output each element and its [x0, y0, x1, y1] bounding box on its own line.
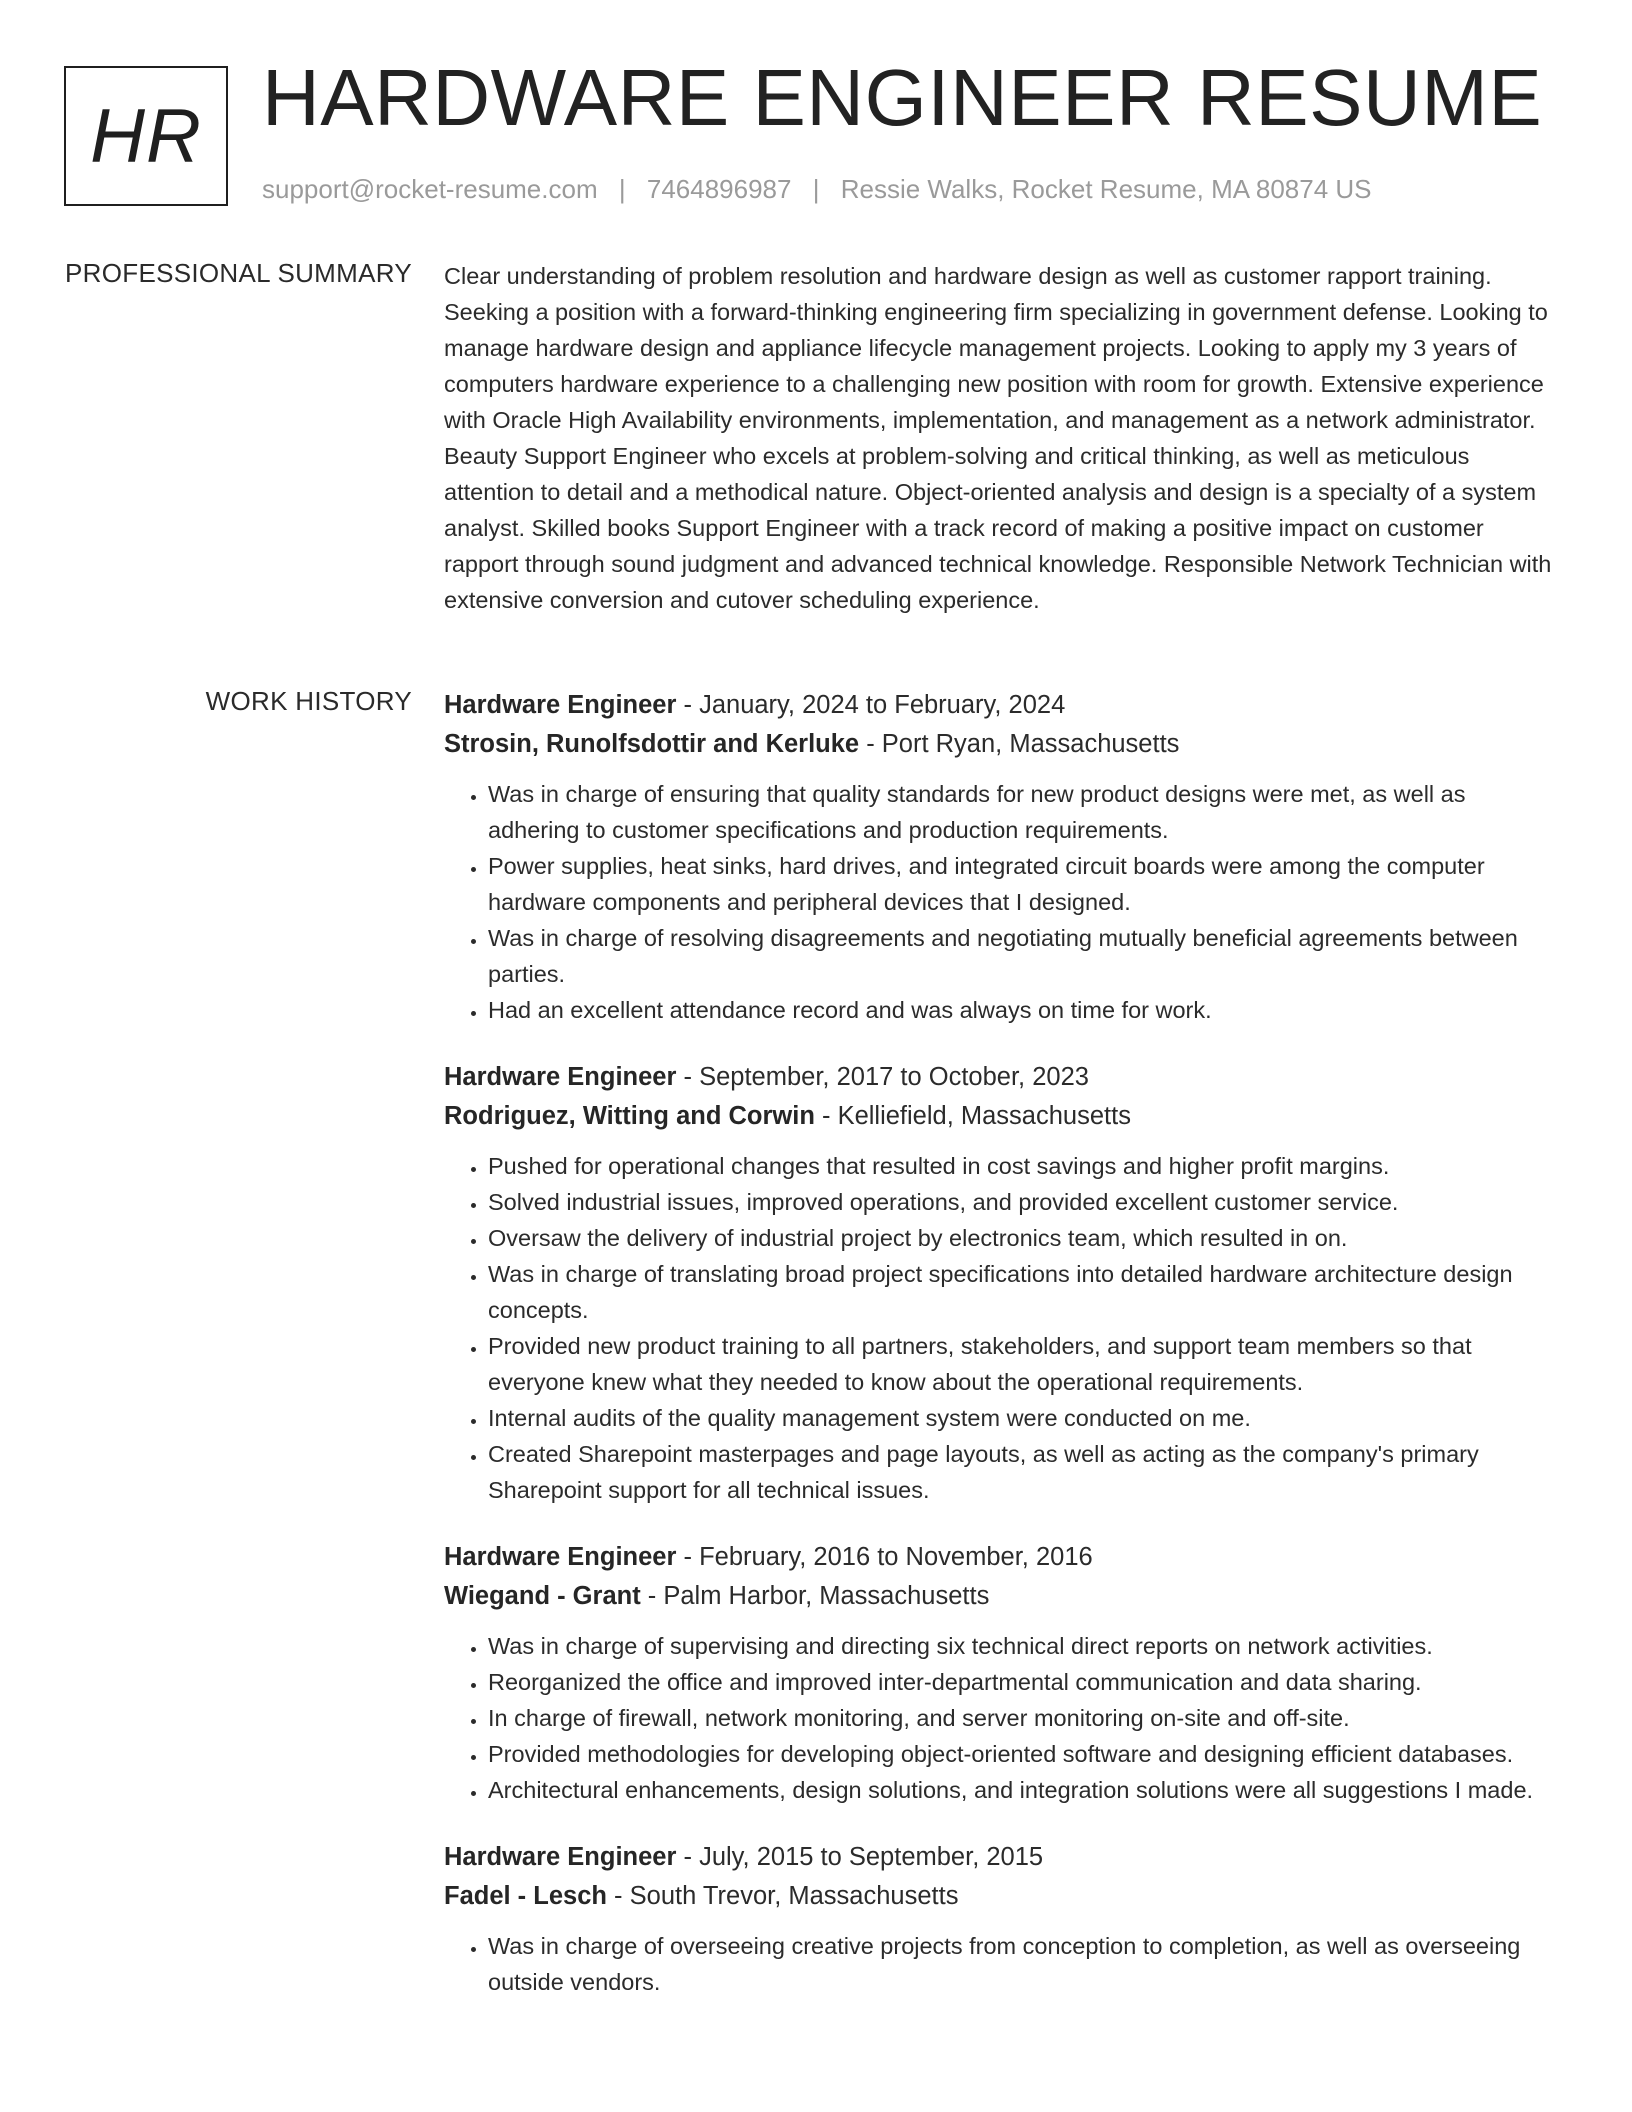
job-dates: - September, 2017 to October, 2023 — [676, 1063, 1089, 1091]
monogram-initials: HR — [90, 93, 202, 179]
job-company-line — [444, 725, 1556, 764]
job-bullets — [444, 1928, 1556, 2000]
job-title-line — [444, 1538, 1556, 1577]
job-entry — [444, 1838, 1556, 2000]
job-dates: - January, 2024 to February, 2024 — [676, 691, 1066, 719]
resume-title: HARDWARE ENGINEER RESUME — [262, 53, 1543, 142]
job-bullet: • Was in charge of resolving disagreements and negotiating mutually beneficial agreements between parties. — [488, 920, 1556, 992]
job-company: Fadel - Lesch — [444, 1882, 607, 1910]
contact-line — [262, 174, 1372, 205]
job-bullet: • Had an excellent attendance record and was always on time for work. — [488, 992, 1556, 1028]
contact-email[interactable]: support@rocket-resume.com — [262, 174, 598, 204]
job-title: Hardware Engineer — [444, 1543, 677, 1571]
job-company: Wiegand - Grant — [444, 1582, 641, 1610]
job-bullet: • Was in charge of translating broad project specifications into detailed hardware architecture design concepts. — [488, 1256, 1556, 1328]
job-bullets — [444, 1628, 1556, 1808]
job-company-line — [444, 1577, 1556, 1616]
contact-address: Ressie Walks, Rocket Resume, MA 80874 US — [840, 174, 1372, 204]
job-company: Strosin, Runolfsdottir and Kerluke — [444, 730, 860, 758]
job-entry — [444, 686, 1556, 1028]
job-bullet: • Reorganized the office and improved inter-departmental communication and data sharing. — [488, 1664, 1556, 1700]
job-dates: - February, 2016 to November, 2016 — [676, 1543, 1093, 1571]
job-title: Hardware Engineer — [444, 1843, 677, 1871]
job-bullets — [444, 1148, 1556, 1508]
contact-separator: | — [812, 174, 820, 204]
job-bullet: • Was in charge of overseeing creative projects from conception to completion, as well as overseeing outside vendors. — [488, 1928, 1556, 2000]
job-entry — [444, 1538, 1556, 1808]
monogram-box — [64, 66, 228, 206]
job-company: Rodriguez, Witting and Corwin — [444, 1102, 815, 1130]
job-title-line — [444, 1838, 1556, 1877]
job-location: - South Trevor, Massachusetts — [606, 1882, 959, 1910]
job-bullet: • Created Sharepoint masterpages and page layouts, as well as acting as the company's primary Sharepoint support for all technical issues. — [488, 1436, 1556, 1508]
job-bullet: • Was in charge of ensuring that quality standards for new product designs were met, as well as adhering to customer specifications and production requirements. — [488, 776, 1556, 848]
work-history-heading: WORK HISTORY — [205, 686, 412, 716]
job-bullet: • Provided new product training to all partners, stakeholders, and support team members so that everyone knew what they needed to know about the operational requirements. — [488, 1328, 1556, 1400]
job-location: - Port Ryan, Massachusetts — [859, 730, 1180, 758]
job-bullet: • Architectural enhancements, design solutions, and integration solutions were all suggestions I made. — [488, 1772, 1556, 1808]
job-bullet: • In charge of firewall, network monitoring, and server monitoring on-site and off-site. — [488, 1700, 1556, 1736]
job-entry — [444, 1058, 1556, 1508]
job-title-line — [444, 686, 1556, 725]
job-bullet: • Provided methodologies for developing object-oriented software and designing efficient databases. — [488, 1736, 1556, 1772]
job-location: - Kelliefield, Massachusetts — [814, 1102, 1131, 1130]
job-dates: - July, 2015 to September, 2015 — [676, 1843, 1044, 1871]
job-bullet: • Solved industrial issues, improved operations, and provided excellent customer service. — [488, 1184, 1556, 1220]
summary-heading: PROFESSIONAL SUMMARY — [65, 258, 412, 288]
job-location: - Palm Harbor, Massachusetts — [640, 1582, 990, 1610]
work-history-body — [444, 686, 1556, 2030]
job-title: Hardware Engineer — [444, 1063, 677, 1091]
job-bullet: • Was in charge of supervising and directing six technical direct reports on network activities. — [488, 1628, 1556, 1664]
contact-phone[interactable]: 7464896987 — [646, 174, 792, 204]
contact-separator: | — [618, 174, 626, 204]
job-title-line — [444, 1058, 1556, 1097]
summary-body — [444, 258, 1556, 618]
job-bullet: • Internal audits of the quality management system were conducted on me. — [488, 1400, 1556, 1436]
job-title: Hardware Engineer — [444, 691, 677, 719]
job-company-line — [444, 1877, 1556, 1916]
job-bullet: • Oversaw the delivery of industrial project by electronics team, which resulted in on. — [488, 1220, 1556, 1256]
job-bullet: • Power supplies, heat sinks, hard drives, and integrated circuit boards were among the computer hardware components and peripheral devices that I designed. — [488, 848, 1556, 920]
job-bullet: • Pushed for operational changes that resulted in cost savings and higher profit margins. — [488, 1148, 1556, 1184]
job-bullets — [444, 776, 1556, 1028]
job-company-line — [444, 1097, 1556, 1136]
summary-text: Clear understanding of problem resolution and hardware design as well as customer rapport training. Seeking a position with a forward-thinking engineering firm specializing in government defense. Looking to manage hardware design and appliance lifecycle management projects. Looking to apply my 3 years of computers hardware experience to a challenging new position with room for growth. Extensive experience with Oracle High Availability environments, implementation, and management as a network administrator. Beauty Support Engineer who excels at problem-solving and critical thinking, as well as meticulous attention to detail and a methodical nature. Object-oriented analysis and design is a specialty of a system analyst. Skilled books Support Engineer with a track record of making a positive impact on customer rapport through sound judgment and advanced technical knowledge. Responsible Network Technician with extensive conversion and cutover scheduling experience. — [444, 263, 1552, 613]
